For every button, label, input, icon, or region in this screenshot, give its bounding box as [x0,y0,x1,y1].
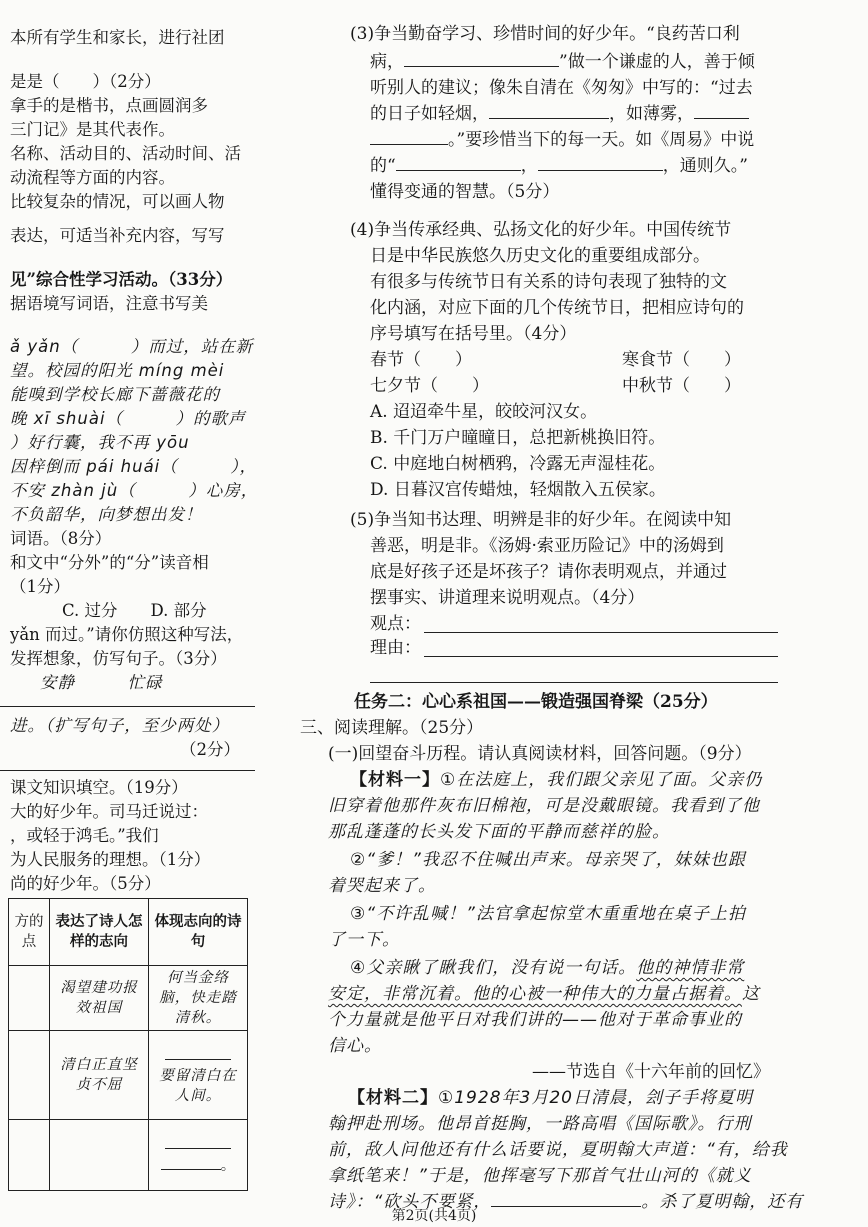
material-1-line: 那乱蓬蓬的长头发下面的平静而慈祥的脸。 [328,822,670,842]
material-1-line: 个力量就是他平日对我们讲的——他对于革命事业的 [328,1010,742,1030]
option-b: B. 千门万户曈曈日，总把新桃换旧符。 [370,428,666,448]
table-cell [9,1031,50,1120]
question-3-line: 的日子如轻烟， ，如薄雾， [370,102,749,126]
blank[interactable] [538,156,663,171]
blank[interactable] [165,1134,231,1149]
table-cell [9,1120,50,1191]
left-line: 不负韶华，向梦想出发！ [10,505,203,524]
left-line: 拿手的是楷书，点画圆润多 [10,96,208,115]
question-5-line: 摆事实、讲道理来说明观点。（4分） [370,588,645,608]
left-line: ）好行囊，我不再 yōu [10,433,190,452]
material-2-line: 前，敌人问他还有什么话要说，夏明翰大声道：“有，给我 [328,1140,788,1160]
left-line: 能嗅到学校长廊下蔷薇花的 [10,385,220,404]
festival-hanshi[interactable]: 寒食节（ ） [622,350,741,370]
left-line: yǎn 而过。”请你仿照这种写法， [10,625,244,644]
question-3-line: 。”要珍惜当下的每一天。如《周易》中说 [370,128,754,152]
question-3-line: 的“ ， ，通则久。” [370,156,748,176]
table-cell [149,1120,248,1191]
material-1-source: ——节选自《十六年前的回忆》 [532,1062,770,1082]
option-c: C. 中庭地白树栖鸦，冷露无声湿桂花。 [370,454,666,474]
left-line: 发挥想象，仿写句子。（3分） [10,649,227,668]
question-3-line: (3)争当勤奋学习、珍惜时间的好少年。“良药苦口利 [350,24,740,44]
question-5-line: 底是好孩子还是坏孩子？请你表明观点，并通过 [370,562,727,582]
left-line: 课文知识填空。（19分） [10,778,188,797]
left-line: 望。校园的阳光 míng mèi [10,361,225,380]
blank[interactable] [161,1155,221,1170]
question-3-line: 病， ”做一个谦虚的人，善于倾 [370,52,755,72]
left-line: 进。（扩写句子，至少两处） [10,716,230,735]
wavy-underline: 他的神情非常 [636,958,745,978]
left-line: 和文中“分外”的“分”读音相 [10,553,209,572]
part-1-title: (一)回望奋斗历程。请认真阅读材料，回答问题。（9分） [328,744,752,764]
question-4-line: 日是中华民族悠久历史文化的重要组成部分。 [370,246,710,266]
material-1-line: ④父亲瞅了瞅我们，没有说一句话。他的神情非常 [350,958,745,978]
material-2-line: 拿纸笔来！”于是，他挥毫写下那首气壮山河的《就义 [328,1166,752,1186]
answer-line [0,706,255,707]
material-1-line: ②“爹！”我忍不住喊出声来。母亲哭了，妹妹也跟 [350,850,746,870]
blank[interactable] [396,156,521,171]
question-3-line: 懂得变通的智慧。（5分） [370,182,560,202]
left-line: 见”综合性学习活动。（33分） [10,270,233,289]
table-cell-text: 。 [220,1158,236,1174]
left-line: 是是（ ）（2分） [10,72,161,91]
blank[interactable] [370,130,448,145]
left-line: 动流程等方面的内容。 [10,168,175,187]
left-line: 词语。（8分） [10,529,112,548]
page-footer: 第2页(共4页) [391,1208,477,1224]
material-1-line: 信心。 [328,1036,382,1056]
table-header-cell: 表达了诗人怎样的志向 [50,899,149,966]
wavy-underline: 安定，非常沉着。他的心被一种伟大的力量占据着。 [328,984,742,1004]
left-line: 尚的好少年。（5分） [10,874,161,893]
reason-answer-line[interactable] [424,656,778,657]
option-d: D. 日暮汉宫传蜡烛，轻烟散入五侯家。 [370,480,666,500]
table-cell [149,1031,248,1120]
festival-spring[interactable]: 春节（ ） [370,350,472,370]
left-line: 为人民服务的理想。（1分） [10,850,211,869]
answer-table [8,898,248,1191]
left-line: （1分） [10,577,70,596]
table-cell: 清白正直坚贞不屈 [50,1031,149,1120]
left-line: （2分） [180,740,240,759]
reason-label: 理由： [370,638,421,658]
material-1-line: 安定，非常沉着。他的心被一种伟大的力量占据着。这 [328,984,760,1004]
question-4-line: 有很多与传统节日有关系的诗句表现了独特的文 [370,272,727,292]
table-cell: 何当金络脑，快走踏清秋。 [149,966,248,1031]
left-line: ǎ yǎn（ ）而过，站在新 [10,337,254,356]
left-line: 因梓倒而 pái huái（ ）， [10,457,258,476]
table-cell-text: 要留清白在人间。 [159,1067,237,1104]
left-line: C. 过分 D. 部分 [62,601,207,620]
section-3-title: 三、阅读理解。（25分） [300,718,484,738]
material-1-line: ③“不许乱喊！”法官拿起惊堂木重重地在桌子上拍 [350,904,746,924]
material-1-line: 【材料一】①在法庭上，我们跟父亲见了面。父亲仍 [350,770,763,790]
festival-midautumn[interactable]: 中秋节（ ） [622,376,741,396]
option-a: A. 迢迢牵牛星，皎皎河汉女。 [370,402,598,422]
question-5-line: 善恶，明是非。《汤姆·索亚历险记》中的汤姆到 [370,536,724,556]
answer-line [0,770,255,771]
left-line: 名称、活动目的、活动时间、活 [10,144,241,163]
left-line: 大的好少年。司马迁说过： [10,802,208,821]
viewpoint-label: 观点： [370,614,421,634]
question-4-line: 化内涵，对应下面的几个传统节日，把相应诗句的 [370,298,744,318]
blank[interactable] [694,104,749,119]
viewpoint-answer-line[interactable] [424,632,778,633]
left-line: 三门记》是其代表作。 [10,120,175,139]
left-line: 据语境写词语，注意书写美 [10,294,208,313]
question-5-line: (5)争当知书达理、明辨是非的好少年。在阅读中知 [350,510,732,530]
task-2-title: 任务二：心心系祖国——锻造强国脊梁（25分） [354,692,718,712]
table-cell: 渴望建功报效祖国 [50,966,149,1031]
material-2-line: 诗》：“砍头不要紧， 。杀了夏明翰，还有 [328,1192,804,1212]
table-cell [9,966,50,1031]
left-line: 不安 zhàn jù（ ）心房， [10,481,259,500]
material-2-line: 【材料二】①1928年3月20日清晨，刽子手将夏明 [348,1088,753,1108]
question-4-line: (4)争当传承经典、弘扬文化的好少年。中国传统节 [350,220,732,240]
reason-answer-line[interactable] [370,682,778,683]
blank[interactable] [404,52,559,67]
table-cell [50,1120,149,1191]
material-1-line: 着哭起来了。 [328,876,436,896]
material-1-line: 旧穿着他那件灰布旧棉袍，可是没戴眼镜。我看到了他 [328,796,760,816]
left-line: 晚 xī shuài（ ）的歌声 [10,409,246,428]
question-4-line: 序号填写在括号里。（4分） [370,324,577,344]
left-line: 比较复杂的情况，可以画人物 [10,192,225,211]
festival-qixi[interactable]: 七夕节（ ） [370,376,489,396]
table-header-cell: 方的点 [9,899,50,966]
left-line: 表达，可适当补充内容，写写 [10,226,225,245]
left-line: ，或轻于鸿毛。”我们 [10,826,159,845]
left-line: 本所有学生和家长，进行社团 [10,28,225,47]
question-3-line: 听别人的建议；像朱自清在《匆匆》中写的：“过去 [370,78,753,98]
blank[interactable] [165,1045,231,1060]
left-line: 安静 忙碌 [40,673,163,692]
material-2-line: 翰押赴刑场。他昂首挺胸，一路高唱《国际歌》。行刑 [328,1114,752,1134]
blank[interactable] [489,104,609,119]
material-1-line: 了一下。 [328,930,400,950]
table-header-cell: 体现志向的诗句 [149,899,248,966]
